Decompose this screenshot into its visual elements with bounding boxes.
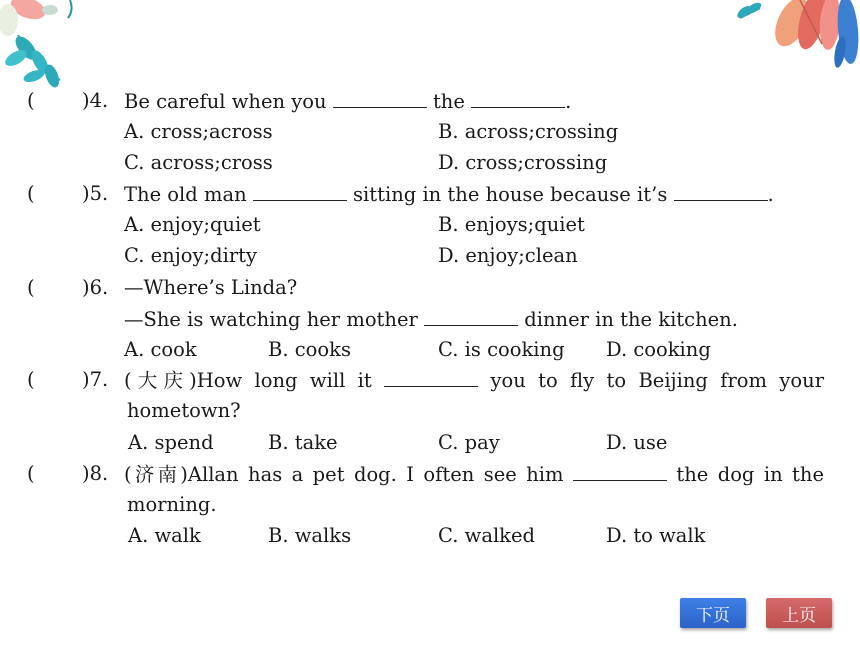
option-d: D. cooking [606, 338, 711, 361]
question-number: )7. [82, 368, 109, 391]
option-c: C. is cooking [438, 338, 565, 361]
answer-blank [573, 462, 667, 481]
question-number: )8. [82, 462, 109, 485]
question-source: (济南) [124, 463, 188, 486]
answer-blank [471, 89, 565, 108]
option-d: D. enjoy;clean [438, 244, 578, 267]
stem-text: sitting in the house because it’s [353, 183, 668, 206]
option-c: C. across;cross [124, 151, 273, 174]
answer-blank [253, 182, 347, 201]
question-number: )4. [82, 89, 109, 112]
option-b: B. across;crossing [438, 120, 619, 143]
answer-blank [674, 182, 768, 201]
answer-paren-open: ( [27, 276, 35, 299]
answer-paren-open: ( [27, 182, 35, 205]
option-a: A. cook [124, 338, 197, 361]
question-stem-line-2 [124, 307, 738, 332]
option-a: A. cross;across [124, 120, 273, 143]
previous-page-button[interactable]: 上页 [766, 598, 832, 628]
question-stem [124, 89, 571, 114]
stem-text: —She is watching her mother [124, 308, 418, 331]
option-c: C. pay [438, 431, 500, 454]
option-b: B. walks [268, 524, 352, 547]
stem-text: The old man [124, 183, 247, 206]
option-d: D. cross;crossing [438, 151, 608, 174]
option-d: D. to walk [606, 524, 706, 547]
option-a: A. walk [128, 524, 201, 547]
option-b: B. take [268, 431, 338, 454]
stem-text: Be careful when you [124, 90, 327, 113]
answer-blank [333, 89, 427, 108]
question-stem [124, 462, 824, 487]
question-number: )5. [82, 182, 109, 205]
answer-blank [384, 368, 478, 387]
stem-text: you to fly to Beijing from your [490, 369, 825, 392]
stem-text: the [432, 90, 465, 113]
stem-text: Allan has a pet dog. I often see him [187, 463, 564, 486]
question-stem-continued: hometown? [127, 399, 241, 422]
decorative-leaves-left [0, 0, 110, 95]
stem-text: the dog in the [676, 463, 824, 486]
stem-text: . [767, 183, 774, 206]
question-stem-continued: morning. [127, 493, 217, 516]
question-stem: —Where’s Linda? [124, 276, 298, 299]
option-a: A. enjoy;quiet [124, 213, 261, 236]
question-source: (大庆) [124, 369, 197, 392]
question-number: )6. [82, 276, 109, 299]
option-a: A. spend [128, 431, 214, 454]
answer-paren-open: ( [27, 368, 35, 391]
stem-text: . [565, 90, 572, 113]
decorative-leaves-right [730, 0, 860, 75]
next-page-button[interactable]: 下页 [680, 598, 746, 628]
stem-text: How long will it [196, 369, 372, 392]
question-stem [124, 182, 774, 207]
option-c: C. enjoy;dirty [124, 244, 257, 267]
question-stem [124, 368, 824, 393]
option-c: C. walked [438, 524, 536, 547]
answer-blank [424, 307, 518, 326]
option-b: B. enjoys;quiet [438, 213, 585, 236]
stem-text: dinner in the kitchen. [524, 308, 738, 331]
answer-paren-open: ( [27, 462, 35, 485]
option-d: D. use [606, 431, 668, 454]
option-b: B. cooks [268, 338, 351, 361]
answer-paren-open: ( [27, 89, 35, 112]
